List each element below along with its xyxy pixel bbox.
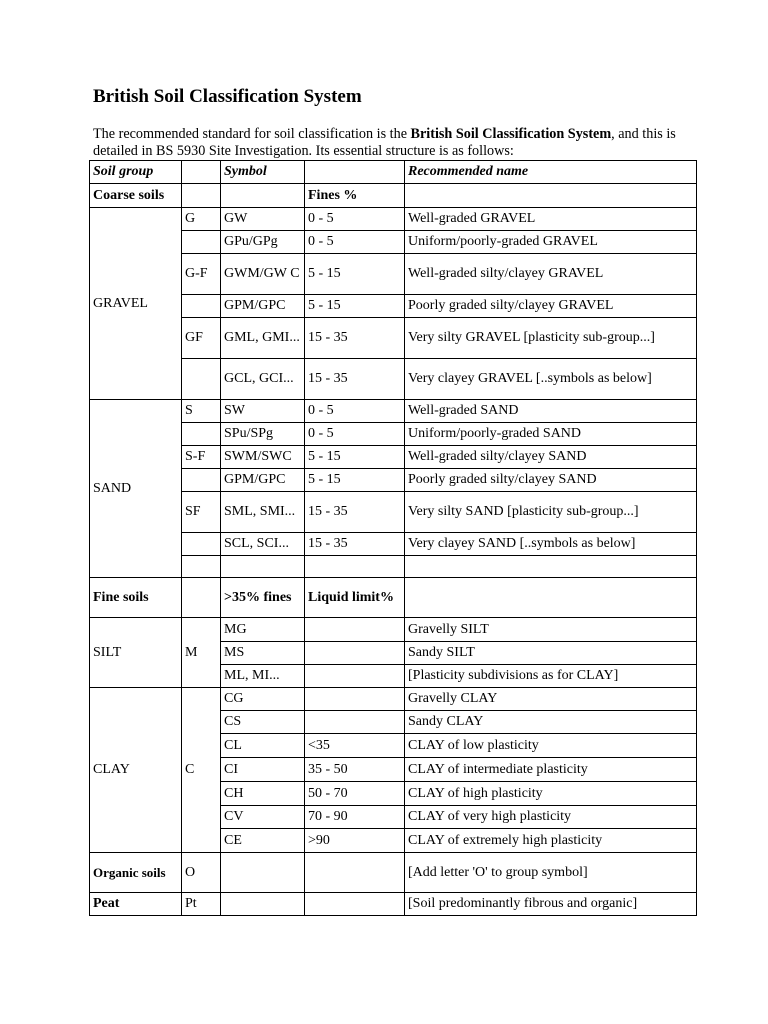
name-cell: Very silty GRAVEL [plasticity sub-group...] [405,318,697,359]
symbol-cell: GW [221,208,305,231]
symbol-cell: GPM/GPC [221,469,305,492]
header-soil-group: Soil group [90,161,182,184]
gravel-subgroup: GF [182,318,221,359]
name-cell: Well-graded silty/clayey SAND [405,446,697,469]
name-cell: Gravelly CLAY [405,688,697,711]
fine-soils-row [90,578,697,618]
symbol-cell: SW [221,400,305,423]
name-cell: Uniform/poorly-graded GRAVEL [405,231,697,254]
symbol-cell: CL [221,734,305,758]
fines-percent-heading: Fines % [305,184,405,208]
table-row [90,618,697,642]
symbol-cell: CH [221,782,305,806]
table-row [90,295,697,318]
coarse-soils-row [90,184,697,208]
gravel-group-label: GRAVEL [90,208,182,400]
table-row [90,423,697,446]
fine-soils-label: Fine soils [90,578,182,618]
fines-cell: 0 - 5 [305,208,405,231]
sand-subgroup: S-F [182,446,221,469]
name-cell: [Plasticity subdivisions as for CLAY] [405,665,697,688]
name-cell: CLAY of low plasticity [405,734,697,758]
intro-text-start: The recommended standard for soil classification is the [93,126,411,142]
fines-cell: 0 - 5 [305,423,405,446]
symbol-cell: SCL, SCI... [221,533,305,556]
liquid-limit-heading: Liquid limit% [305,578,405,618]
name-cell: CLAY of extremely high plasticity [405,829,697,853]
name-cell: Poorly graded silty/clayey GRAVEL [405,295,697,318]
symbol-cell: GML, GMI... [221,318,305,359]
sand-subgroup: SF [182,492,221,533]
blank-row [90,556,697,578]
name-cell: Very clayey SAND [..symbols as below] [405,533,697,556]
name-cell: Poorly graded silty/clayey SAND [405,469,697,492]
sand-subgroup: S [182,400,221,423]
fines-cell: 5 - 15 [305,254,405,295]
silt-group-label: SILT [90,618,182,688]
gravel-subgroup: G [182,208,221,231]
fines-cell: 50 - 70 [305,782,405,806]
coarse-soils-label: Coarse soils [90,184,182,208]
table-row [90,469,697,492]
fines-cell: 5 - 15 [305,446,405,469]
fines-cell: 15 - 35 [305,492,405,533]
symbol-cell: CI [221,758,305,782]
peat-row [90,893,697,916]
organic-soils-row [90,853,697,893]
clay-subgroup: C [182,688,221,853]
organic-soils-label: Organic soils [90,853,182,893]
table-row [90,208,697,231]
peat-subgroup: Pt [182,893,221,916]
fines-cell: 70 - 90 [305,806,405,829]
symbol-cell: MS [221,642,305,665]
organic-subgroup: O [182,853,221,893]
fines-cell: 0 - 5 [305,400,405,423]
fines-cell: 5 - 15 [305,469,405,492]
name-cell: Sandy SILT [405,642,697,665]
soil-classification-table [89,160,697,916]
fines-cell: 15 - 35 [305,533,405,556]
name-cell: Well-graded SAND [405,400,697,423]
symbol-cell: MG [221,618,305,642]
gravel-subgroup: G-F [182,254,221,295]
name-cell: [Soil predominantly fibrous and organic] [405,893,697,916]
fines-cell: 35 - 50 [305,758,405,782]
symbol-cell: GCL, GCI... [221,359,305,400]
intro-text-end: , and this is detailed in BS 5930 Site Investigation. Its essential structure is as follows: [93,126,676,159]
name-cell: Very silty SAND [plasticity sub-group...] [405,492,697,533]
fines-threshold-heading: >35% fines [221,578,305,618]
name-cell: CLAY of intermediate plasticity [405,758,697,782]
symbol-cell: GWM/GW C [221,254,305,295]
fines-cell: 15 - 35 [305,359,405,400]
table-header-row [90,161,697,184]
symbol-cell: CS [221,711,305,734]
symbol-cell: SWM/SWC [221,446,305,469]
symbol-cell: CV [221,806,305,829]
fines-cell: 5 - 15 [305,295,405,318]
table-row [90,688,697,711]
symbol-cell: GPM/GPC [221,295,305,318]
peat-label: Peat [90,893,182,916]
name-cell: [Add letter 'O' to group symbol] [405,853,697,893]
symbol-cell: GPu/GPg [221,231,305,254]
fines-cell [305,642,405,665]
table-row [90,446,697,469]
name-cell: Well-graded silty/clayey GRAVEL [405,254,697,295]
name-cell: Uniform/poorly-graded SAND [405,423,697,446]
header-recommended-name: Recommended name [405,161,697,184]
table-row [90,318,697,359]
table-row [90,492,697,533]
clay-group-label: CLAY [90,688,182,853]
name-cell: Gravelly SILT [405,618,697,642]
sand-group-label: SAND [90,400,182,578]
name-cell: CLAY of high plasticity [405,782,697,806]
symbol-cell: ML, MI... [221,665,305,688]
fines-cell [305,688,405,711]
fines-cell [305,665,405,688]
fines-cell: 0 - 5 [305,231,405,254]
symbol-cell: SML, SMI... [221,492,305,533]
symbol-cell: CG [221,688,305,711]
silt-subgroup: M [182,618,221,688]
fines-cell: 15 - 35 [305,318,405,359]
table-row [90,359,697,400]
symbol-cell: SPu/SPg [221,423,305,446]
table-row [90,533,697,556]
page-title: British Soil Classification System [93,86,362,107]
fines-cell: <35 [305,734,405,758]
name-cell: Well-graded GRAVEL [405,208,697,231]
name-cell: CLAY of very high plasticity [405,806,697,829]
fines-cell [305,711,405,734]
table-row [90,400,697,423]
name-cell: Sandy CLAY [405,711,697,734]
intro-paragraph [93,126,703,160]
fines-cell [305,618,405,642]
intro-bold-text: British Soil Classification System [410,126,612,142]
table-row [90,254,697,295]
symbol-cell: CE [221,829,305,853]
fines-cell: >90 [305,829,405,853]
table-row [90,231,697,254]
name-cell: Very clayey GRAVEL [..symbols as below] [405,359,697,400]
header-symbol: Symbol [221,161,305,184]
